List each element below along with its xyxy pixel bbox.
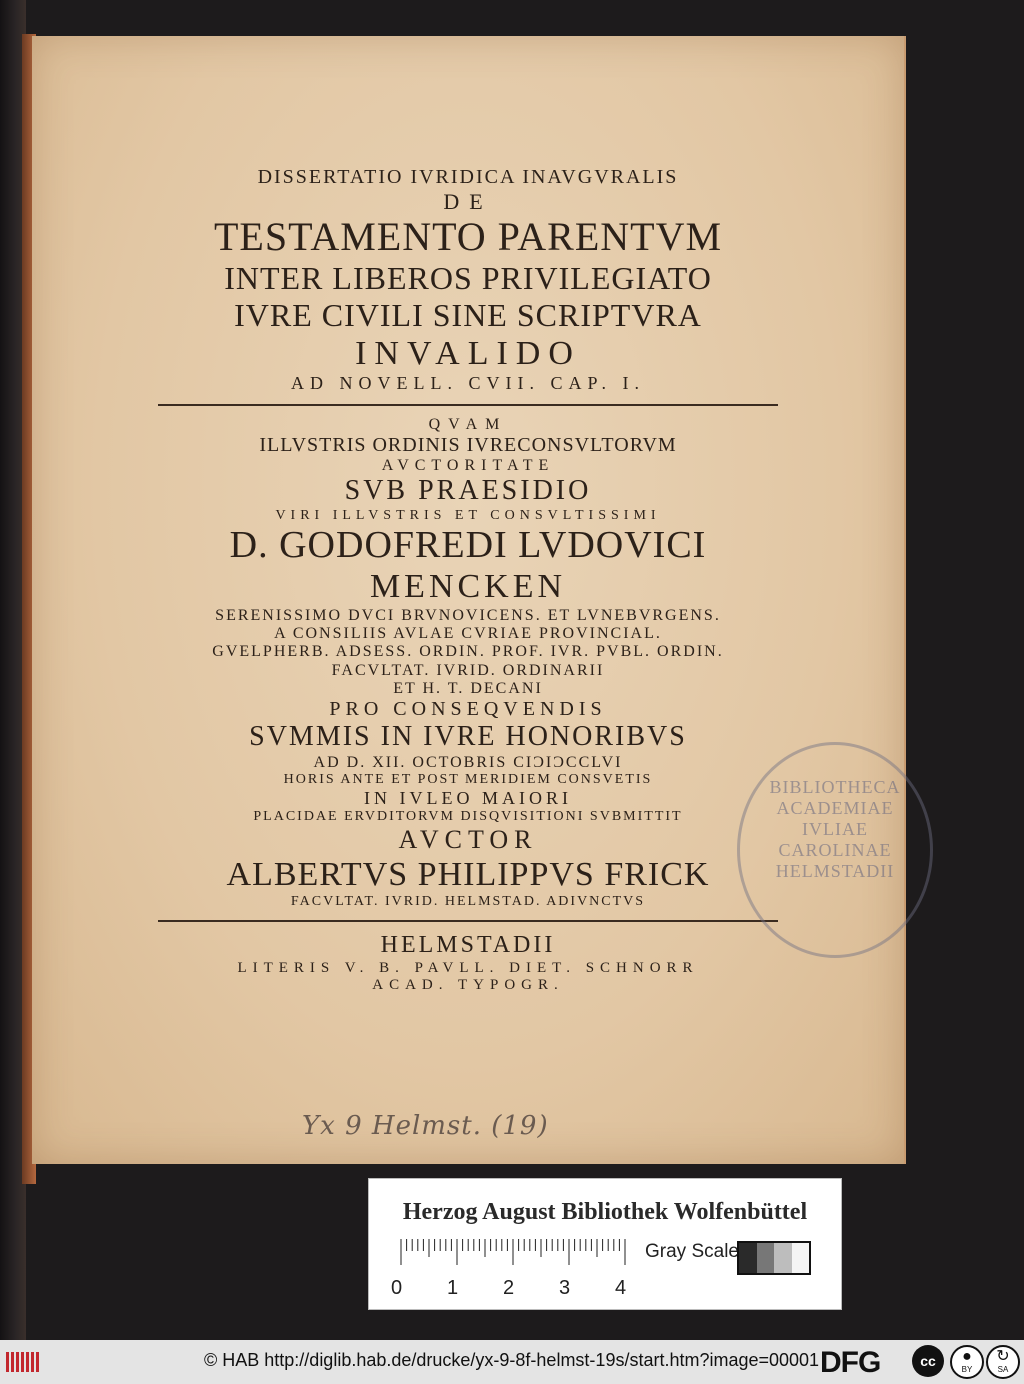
stamp-line: CAROLINAE (778, 840, 892, 860)
ruler-number: 2 (503, 1277, 515, 1299)
attribution-icon: ● BY (950, 1345, 984, 1379)
title-line: ILLVSTRIS ORDINIS IVRECONSVLTORVM (259, 434, 677, 457)
gray-swatch (792, 1243, 810, 1273)
title-line: ACAD. TYPOGR. (372, 976, 564, 993)
ruler-number: 3 (559, 1277, 571, 1299)
divider-rule (158, 920, 778, 922)
ruler-number: 1 (447, 1277, 459, 1299)
handwritten-shelfmark: Yx 9 Helmst. (19) (302, 1111, 549, 1141)
title-line: HELMSTADII (380, 932, 556, 958)
gray-scale-label: Gray Scale (645, 1241, 739, 1262)
title-line: DE (443, 189, 493, 214)
title-line: QVAM (428, 415, 508, 433)
title-line: PLACIDAE ERVDITORVM DISQVISITIONI SVBMITTIT (253, 808, 683, 824)
share-alike-icon: ↻ SA (986, 1345, 1020, 1379)
attribution-label: BY (961, 1365, 973, 1374)
title-line: INVALIDO (355, 334, 581, 372)
title-heading-group (32, 166, 904, 394)
gray-scale-swatches (737, 1241, 811, 1275)
title-line: IN IVLEO MAIORI (364, 788, 572, 809)
title-line: MENCKEN (369, 568, 567, 606)
dfg-logo: DFG (820, 1346, 881, 1379)
title-line: FACVLTAT. IVRID. HELMSTAD. ADIVNCTVS (290, 893, 646, 909)
title-line: TESTAMENTO PARENTVM (213, 214, 723, 260)
creative-commons-icon: cc (912, 1345, 944, 1377)
title-line: AD D. XII. OCTOBRIS CIƆIƆCCLVI (313, 753, 623, 771)
ruler-number: 4 (615, 1277, 627, 1299)
title-line: A CONSILIIS AVLAE CVRIAE PROVINCIAL. (274, 624, 662, 642)
title-page (32, 36, 906, 1164)
title-line: ALBERTVS PHILIPPVS FRICK (226, 855, 710, 893)
title-line: VIRI ILLVSTRIS ET CONSVLTISSIMI (275, 507, 661, 523)
card-title: Herzog August Bibliothek Wolfenbüttel (402, 1199, 808, 1225)
viewer-footer (0, 1340, 1024, 1384)
title-line: SVMMIS IN IVRE HONORIBVS (249, 721, 687, 753)
copyright-link[interactable]: © HAB http://diglib.hab.de/drucke/yx-9-8f-helmst-19s/start.htm?image=00001 (204, 1350, 820, 1370)
title-line: IVRE CIVILI SINE SCRIPTVRA (234, 297, 702, 334)
title-line: GVELPHERB. ADSESS. ORDIN. PROF. IVR. PVBL. ORDIN. (212, 643, 724, 661)
title-line: D. GODOFREDI LVDOVICI (229, 523, 707, 566)
stamp-line: BIBLIOTHECA (769, 777, 901, 797)
color-reference-card (368, 1178, 842, 1310)
title-line: SVB PRAESIDIO (344, 475, 592, 507)
ruler-number: 0 (391, 1277, 403, 1299)
measure-ruler (399, 1239, 631, 1265)
barcode-logo-icon (6, 1348, 42, 1376)
title-line: AD NOVELL. CVII. CAP. I. (291, 372, 645, 393)
stamp-line: IVLIAE (802, 819, 868, 839)
gray-swatch (774, 1243, 792, 1273)
title-line: PRO CONSEQVENDIS (329, 698, 607, 721)
title-line: SERENISSIMO DVCI BRVNOVICENS. ET LVNEBVRGENS. (215, 606, 721, 624)
divider-rule (158, 404, 778, 406)
title-line: AVCTORITATE (381, 457, 555, 475)
title-line: INTER LIBEROS PRIVILEGIATO (224, 260, 712, 297)
gray-swatch (739, 1243, 757, 1273)
stamp-line: ACADEMIAE (776, 798, 894, 818)
gray-swatch (757, 1243, 775, 1273)
library-stamp (737, 742, 933, 958)
title-line: DISSERTATIO IVRIDICA INAVGVRALIS (257, 166, 679, 188)
share-alike-label: SA (997, 1365, 1009, 1374)
stamp-line: HELMSTADII (775, 861, 895, 881)
imprint-group (32, 932, 904, 994)
title-line: HORIS ANTE ET POST MERIDIEM CONSVETIS (283, 772, 653, 788)
title-line: ET H. T. DECANI (393, 680, 543, 698)
title-line: FACVLTAT. IVRID. ORDINARII (331, 661, 605, 679)
title-line: AVCTOR (398, 824, 538, 854)
ruler-numbers (391, 1277, 651, 1305)
title-line: LITERIS V. B. PAVLL. DIET. SCHNORR (237, 959, 699, 976)
